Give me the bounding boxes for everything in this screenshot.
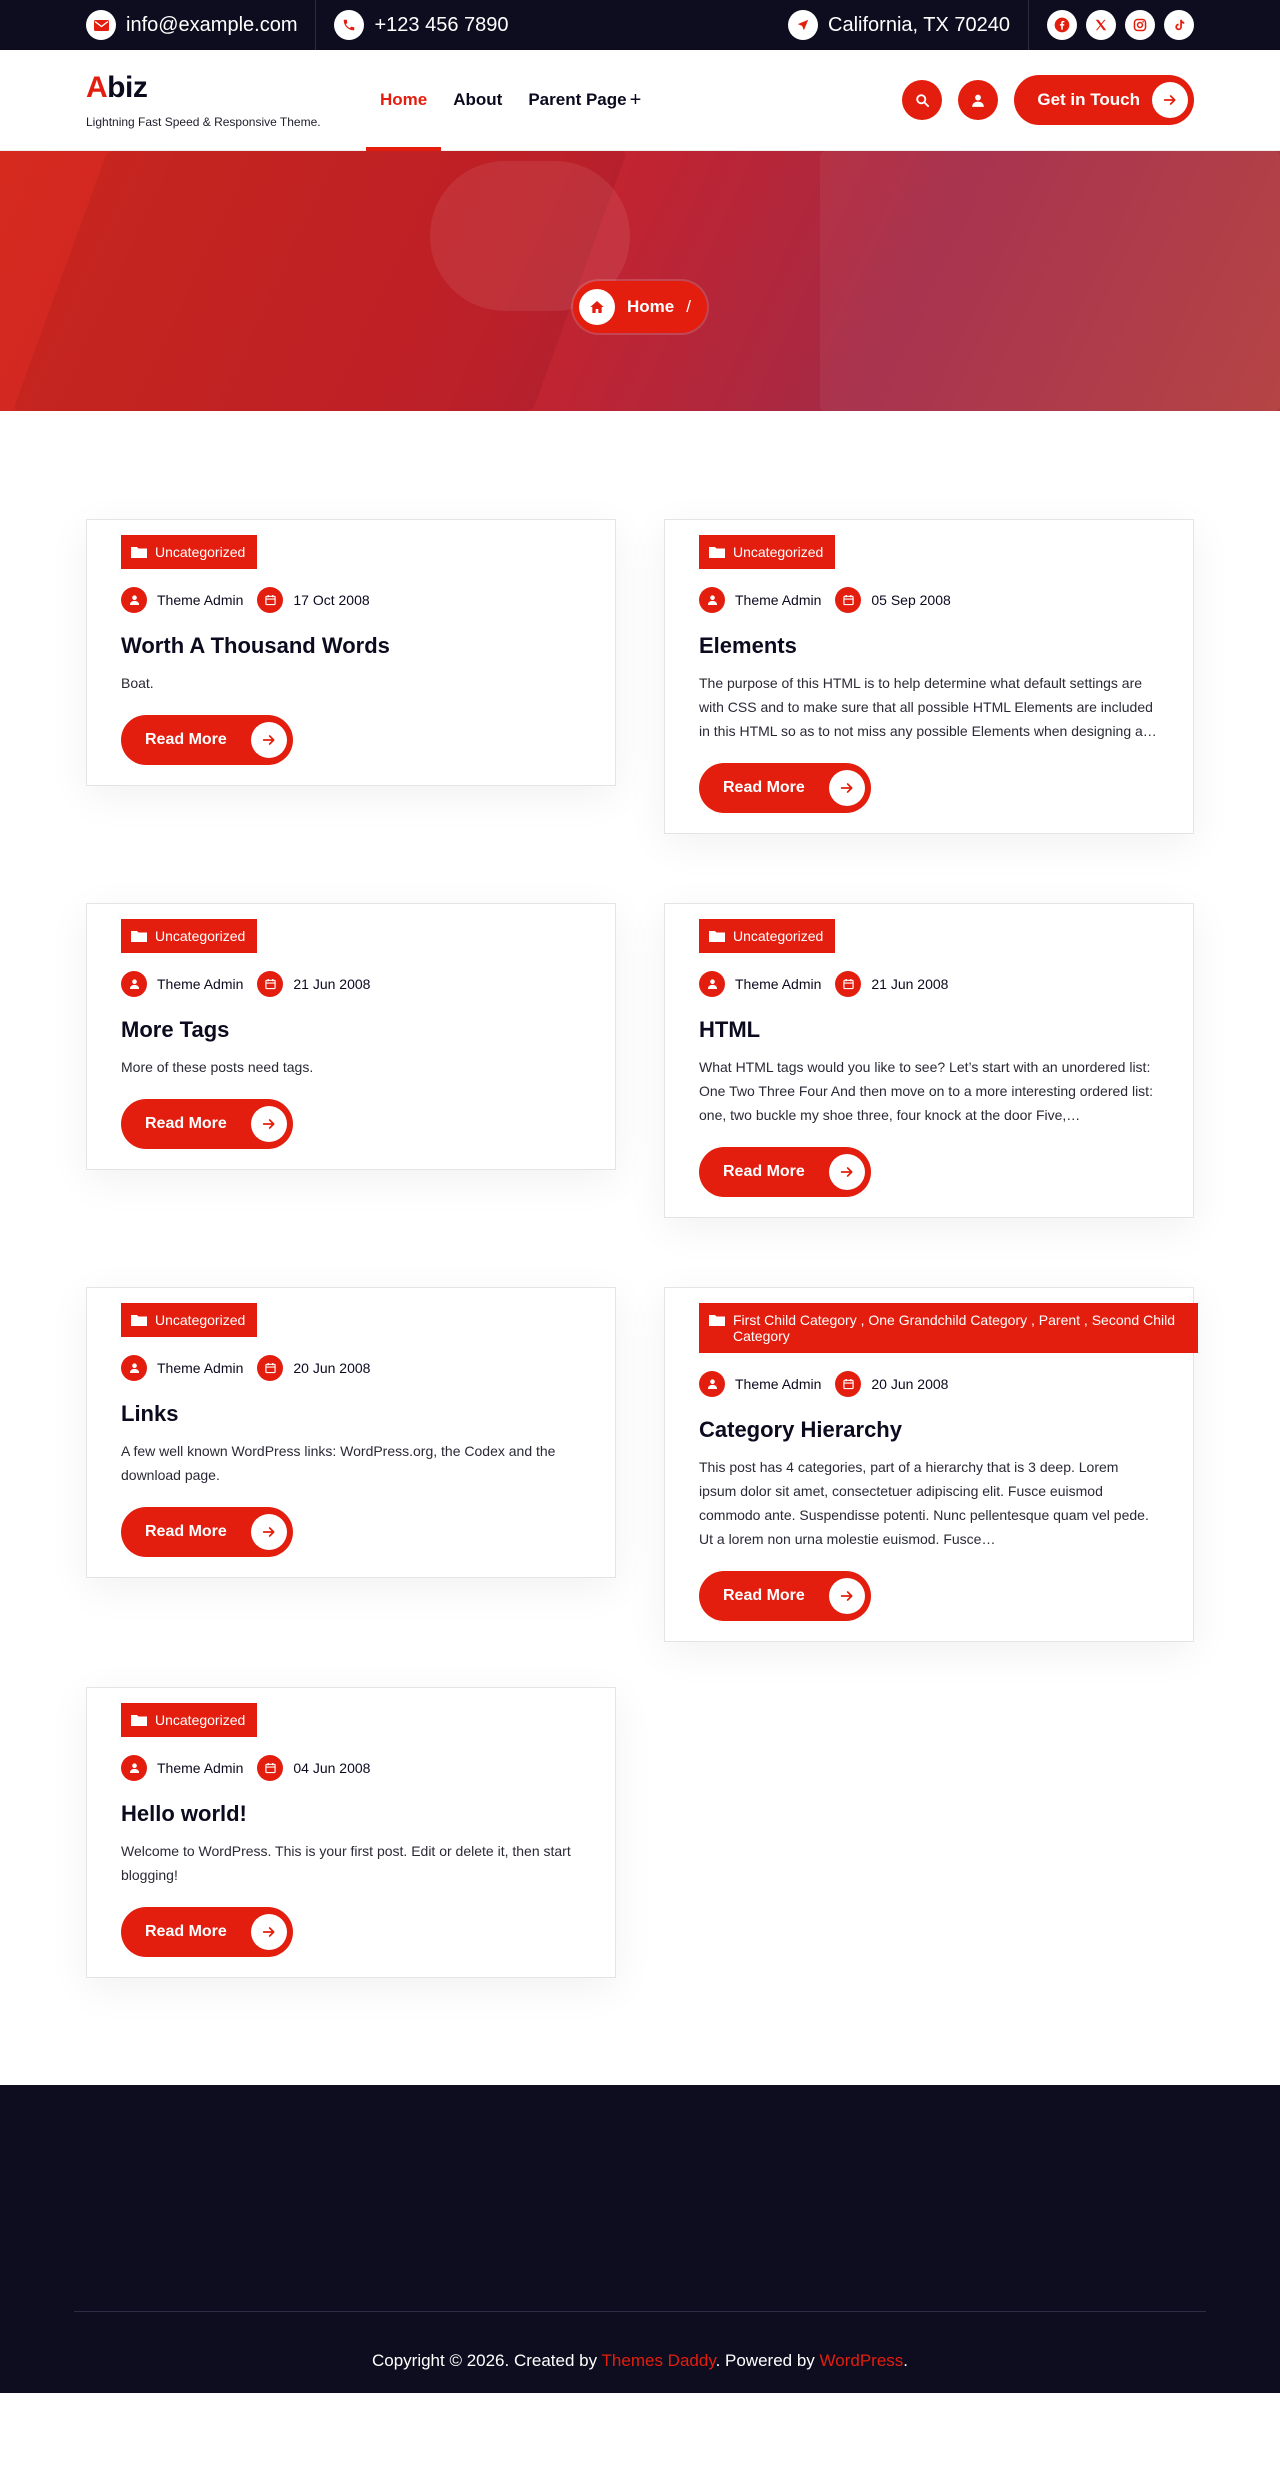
calendar-icon	[257, 1755, 283, 1781]
site-logo[interactable]	[86, 71, 366, 105]
folder-icon	[131, 1714, 147, 1726]
facebook-icon[interactable]	[1047, 10, 1077, 40]
post-title[interactable]: Worth A Thousand Words	[121, 633, 390, 658]
nav-item-parent-page[interactable]	[528, 50, 641, 151]
nav-item-home[interactable]: Home	[366, 50, 441, 151]
post-excerpt: Welcome to WordPress. This is your first post. Edit or delete it, then start blogging!	[121, 1843, 571, 1883]
post-category[interactable]	[699, 919, 835, 953]
site-header	[0, 50, 1280, 151]
post-date[interactable]: 21 Jun 2008	[293, 976, 371, 992]
post-date[interactable]: 05 Sep 2008	[871, 592, 951, 608]
home-icon	[579, 289, 615, 325]
hero-background-shape	[820, 151, 1280, 411]
post-title[interactable]: Elements	[699, 633, 797, 658]
post-card	[86, 1287, 616, 1578]
search-icon	[915, 93, 930, 108]
user-icon	[971, 93, 985, 108]
post-meta	[121, 1755, 581, 1781]
breadcrumb[interactable]	[573, 281, 707, 333]
page-bottom-strip	[0, 2393, 1280, 2434]
read-more-label: Read More	[145, 1523, 227, 1540]
post-excerpt: What HTML tags would you like to see? Let’s start with an unordered list: One Two Three Four And then move on to a more interesting ordered list: one, two buckle my shoe three, four knock at the door Five,…	[699, 1059, 1153, 1123]
arrow-right-icon	[829, 770, 865, 806]
user-icon	[121, 1355, 147, 1381]
topbar-phone[interactable]	[334, 0, 508, 50]
read-more-label: Read More	[145, 731, 227, 748]
user-icon	[121, 587, 147, 613]
site-tagline: Lightning Fast Speed & Responsive Theme.	[86, 115, 321, 129]
social-links	[1047, 10, 1194, 40]
post-date[interactable]: 20 Jun 2008	[871, 1376, 949, 1392]
read-more-button[interactable]	[121, 1507, 293, 1557]
read-more-button[interactable]	[699, 1571, 871, 1621]
post-category-label: Uncategorized	[155, 928, 246, 944]
post-author[interactable]: Theme Admin	[735, 976, 822, 992]
tiktok-icon[interactable]	[1164, 10, 1194, 40]
logo-text: biz	[107, 71, 148, 104]
breadcrumb-home[interactable]: Home	[627, 297, 675, 316]
post-title[interactable]: Hello world!	[121, 1801, 247, 1826]
user-icon	[121, 1755, 147, 1781]
post-category[interactable]	[121, 919, 257, 953]
footer-divider	[74, 2311, 1206, 2312]
logo-accent-letter: A	[86, 71, 108, 104]
read-more-button[interactable]	[121, 715, 293, 765]
main-nav	[366, 50, 667, 151]
read-more-button[interactable]	[121, 1907, 293, 1957]
topbar-divider	[315, 0, 316, 50]
calendar-icon	[257, 587, 283, 613]
post-meta	[699, 587, 1159, 613]
folder-icon	[709, 546, 725, 558]
copyright-suffix: .	[903, 2351, 909, 2370]
wordpress-link[interactable]: WordPress	[819, 2351, 904, 2370]
plus-icon: +	[629, 88, 642, 111]
folder-icon	[709, 1314, 725, 1326]
post-category[interactable]	[699, 1303, 1198, 1353]
calendar-icon	[835, 971, 861, 997]
user-icon	[699, 1371, 725, 1397]
post-excerpt: This post has 4 categories, part of a hierarchy that is 3 deep. Lorem ipsum dolor sit amet, consectetuer adipiscing elit. Fusce euismod commodo ante. Suspendisse potenti. Nunc pellentesque quam vel pede. Ut a lorem non urna molestie euismod. Fusce…	[699, 1459, 1149, 1547]
post-author[interactable]: Theme Admin	[735, 1376, 822, 1392]
post-card	[86, 1687, 616, 1978]
post-list	[0, 411, 1280, 2085]
folder-icon	[131, 546, 147, 558]
folder-icon	[131, 930, 147, 942]
post-excerpt: The purpose of this HTML is to help determine what default settings are with CSS and to make sure that all possible HTML Elements are included in this HTML so as to not miss any possible Elements when designing a…	[699, 675, 1157, 739]
folder-icon	[131, 1314, 147, 1326]
read-more-label: Read More	[145, 1115, 227, 1132]
post-meta	[121, 1355, 581, 1381]
search-button[interactable]	[902, 80, 942, 120]
post-meta	[121, 587, 581, 613]
post-excerpt: More of these posts need tags.	[121, 1059, 314, 1075]
arrow-right-icon	[251, 722, 287, 758]
read-more-label: Read More	[723, 1163, 805, 1180]
top-bar	[0, 0, 1280, 50]
post-card	[664, 519, 1194, 834]
post-meta	[699, 971, 1159, 997]
post-category-label: First Child Category , One Grandchild Category , Parent , Second Child Category	[733, 1312, 1175, 1344]
read-more-label: Read More	[723, 779, 805, 796]
user-icon	[699, 971, 725, 997]
post-date[interactable]: 21 Jun 2008	[871, 976, 949, 992]
topbar-location-text: California, TX 70240	[828, 13, 1010, 36]
post-date[interactable]: 17 Oct 2008	[293, 592, 370, 608]
post-category-label: Uncategorized	[155, 544, 246, 560]
post-author[interactable]: Theme Admin	[157, 592, 244, 608]
nav-item-about[interactable]: About	[453, 90, 503, 109]
post-meta	[121, 971, 581, 997]
arrow-right-icon	[829, 1154, 865, 1190]
post-card	[86, 903, 616, 1170]
post-title[interactable]: HTML	[699, 1017, 761, 1042]
post-title[interactable]: Category Hierarchy	[699, 1417, 902, 1442]
envelope-icon	[86, 10, 116, 40]
post-title[interactable]: Links	[121, 1401, 179, 1426]
user-icon	[121, 971, 147, 997]
post-category-label: Uncategorized	[733, 544, 824, 560]
post-category[interactable]	[699, 535, 835, 569]
post-category-label: Uncategorized	[155, 1712, 246, 1728]
post-category[interactable]	[121, 1703, 257, 1737]
calendar-icon	[835, 587, 861, 613]
x-twitter-icon[interactable]	[1086, 10, 1116, 40]
post-card	[664, 903, 1194, 1218]
post-category[interactable]	[121, 1303, 257, 1337]
calendar-icon	[257, 1355, 283, 1381]
post-date[interactable]: 20 Jun 2008	[293, 1360, 371, 1376]
user-icon	[699, 587, 725, 613]
arrow-right-icon	[829, 1578, 865, 1614]
get-in-touch-button[interactable]	[1014, 75, 1194, 125]
post-author[interactable]: Theme Admin	[157, 976, 244, 992]
brand[interactable]	[86, 71, 366, 129]
arrow-right-icon	[251, 1914, 287, 1950]
topbar-divider	[1028, 0, 1029, 50]
location-arrow-icon	[788, 10, 818, 40]
post-meta	[699, 1371, 1159, 1397]
post-excerpt: A few well known WordPress links: WordPress.org, the Codex and the download page.	[121, 1443, 556, 1483]
read-more-label: Read More	[145, 1923, 227, 1940]
post-author[interactable]: Theme Admin	[157, 1360, 244, 1376]
arrow-right-icon	[251, 1106, 287, 1142]
copyright	[0, 2351, 1280, 2371]
phone-icon	[334, 10, 364, 40]
post-author[interactable]: Theme Admin	[735, 592, 822, 608]
copyright-text: Copyright © 2026. Created by	[371, 2351, 602, 2370]
page-hero	[0, 151, 1280, 411]
site-footer	[0, 2085, 1280, 2393]
topbar-phone-text: +123 456 7890	[374, 13, 509, 36]
calendar-icon	[257, 971, 283, 997]
breadcrumb-separator: /	[686, 297, 691, 316]
read-more-button[interactable]	[699, 763, 871, 813]
topbar-location	[788, 0, 1010, 50]
arrow-right-icon	[1152, 82, 1188, 118]
read-more-button[interactable]	[699, 1147, 871, 1197]
calendar-icon	[835, 1371, 861, 1397]
post-category-label: Uncategorized	[155, 1312, 246, 1328]
folder-icon	[709, 930, 725, 942]
post-card	[86, 519, 616, 786]
post-card	[664, 1287, 1194, 1642]
post-excerpt: Boat.	[121, 675, 154, 691]
post-date[interactable]: 04 Jun 2008	[293, 1760, 371, 1776]
read-more-button[interactable]	[121, 1099, 293, 1149]
post-title[interactable]: More Tags	[121, 1017, 230, 1042]
nav-item-parent-page-label: Parent Page	[528, 90, 627, 109]
instagram-icon[interactable]	[1125, 10, 1155, 40]
post-author[interactable]: Theme Admin	[157, 1760, 244, 1776]
account-button[interactable]	[958, 80, 998, 120]
get-in-touch-label: Get in Touch	[1037, 90, 1140, 109]
read-more-label: Read More	[723, 1587, 805, 1604]
post-category[interactable]	[121, 535, 257, 569]
post-category-label: Uncategorized	[733, 928, 824, 944]
arrow-right-icon	[251, 1514, 287, 1550]
topbar-email-text: info@example.com	[126, 13, 298, 36]
powered-by-text: . Powered by	[715, 2351, 820, 2370]
creator-link[interactable]: Themes Daddy	[601, 2351, 716, 2370]
topbar-email[interactable]	[86, 0, 297, 50]
